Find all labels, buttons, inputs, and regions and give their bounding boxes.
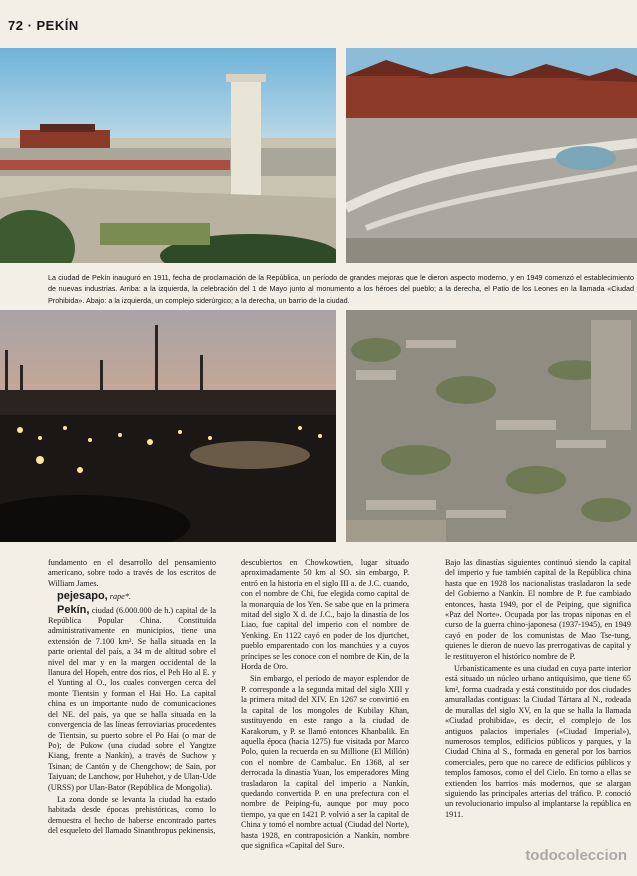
page-header: 72 · PEKÍN: [8, 18, 79, 33]
column1-paragraph-1: fundamento en el desarrollo del pensamiento americano, sobre todo a través de los escritos de William James.: [48, 558, 216, 588]
entry-pejesapo-title: pejesapo,: [57, 590, 108, 603]
photo-caption: La ciudad de Pekín inauguró en 1911, fecha de proclamación de la República, un período de grandes mejoras que le dieron aspecto moderno, y en 1949 comenzó el establecimiento de nuevas industrias. Arriba: a la izquierda, la celebración del 1 de Mayo junto al monumento a los héroes del pueblo; a la derecha, el Patio de los Leones en la llamada «Ciudad Prohibida». Abajo: a la izquierda, un complejo siderúrgico; a la derecha, un barrio de la ciudad.: [48, 273, 634, 305]
entry-pekin-title: Pekín,: [57, 603, 90, 616]
photo-forbidden-city: [346, 48, 637, 263]
watermark: todocoleccion: [525, 847, 627, 864]
column3-paragraph-1: Bajo las dinastías siguientes continuó siendo la capital del imperio y fue también capital de la República china hasta que en 1928 los nacionalistas trasladaron la sede del Gobierno a Nankín. El nombre de P. fue cambiado entonces, hasta 1949, por el de Peiping, que significa «Paz del Norte». Ocupada por las tropas niponas en el curso de la guerra chino-japonesa (1937-1945), en 1949 cayó en poder de los comunistas de Mao Tse-tung, quienes le dieron de nuevo las prerrogativas de capital y le restituyeron el histórico nombre de P.: [445, 558, 631, 661]
entry-pekin: [48, 605, 216, 793]
photo-city-district: [346, 310, 637, 542]
text-column-1: [48, 558, 216, 839]
column2-paragraph-1: descubiertos en Chowkowtien, lugar situado aproximadamente 50 km al SO. sin embargo, P. entró en la historia en el siglo III a. de J.C. cuando, con el nombre de Chi, fue elegida como capital de la monarquía de los Yen. Se sabe que en la primera mitad del siglo X d. de J.C., bajo la dinastía de los Liao, fue capital del imperio con el nombre de Yenking. En 1122 cayó en poder de los djurtchet, pueblo emparentado con los manchúes y a cuyos príncipes se les conoce con el nombre de Kin, de la Horda de Oro.: [241, 558, 410, 672]
photo-monument-celebration: [0, 48, 336, 263]
text-column-2: [241, 558, 409, 853]
photo-steel-complex: [0, 310, 336, 542]
entry-pejesapo-note: rape*.: [109, 592, 131, 602]
column1-paragraph-3: La zona donde se levanta la ciudad ha estado habitada desde épocas prehistóricas, como lo demuestra el hecho de haberse encontrado partes del esqueleto del llamado Sinanthropus pekinensis,: [48, 794, 216, 836]
text-column-3: [445, 558, 631, 822]
column3-paragraph-2: Urbanísticamente es una ciudad en cuya parte interior está situado un núcleo urbano antiquísimo, que tiene 65 km², forma cuadrada y está constituido por dos ciudades amuralladas contiguas: la Ciudad Tártara al N., rodeada de murallas del siglo XV, en la que se halla la llamada «Ciudad prohibida», es decir, el complejo de los antiguos palacios imperiales («Ciudad Imperial»), numerosos templos, edificios públicos y parques, y la Ciudad China al S., formada en general por los barrios comerciales, pero que no carece de edificios públicos y templos famosos, como el del Cielo. En torno a ellas se extienden los barrios más modernos, que se alargan siguiendo las principales arterias del tráfico. P. conoció un revolucionario impulso al implantarse la república en 1911.: [445, 664, 631, 819]
entry-pejesapo: [48, 591, 216, 602]
column2-paragraph-2: Sin embargo, el período de mayor esplendor de P. corresponde a la segunda mitad del siglo XIII y la primera mitad del XIV. En 1267 se convirtió en la capital de los mongoles de Kubilay Khan, sustituyendo en este rango a la ciudad de Karakorum, y P. se llamó entonces Khanbalik. En aquella época (hacia 1275) fue visitada por Marco Polo, quien la recuerda en su Millione (El Millón) con el nombre de Cambaluc. En 1368, al ser derrocada la dinastía Yuan, los emperadores Ming trasladaron la capital del imperio a Nankín, quedando convertida P. en una prefectura con el nombre de Peiping-fu, aunque por muy poco tiempo, ya que en 1421 P. volvió a ser la capital de China y tomó el nombre actual (Ciudad del Norte), hasta 1928, en contraposición a Nankín, nombre que significa «Capital del Sur».: [241, 674, 409, 850]
entry-pekin-text: ciudad (6.000.000 de h.) capital de la República Popular China. Constituida administrativamente en municipios, tiene una extensión de 7.100 km². Se halla situada en la parte oriental del país, a 34 m de altitud sobre el nivel del mar y en la margen occidental de la llanura del Hopeh, entre dos ríos, el Peh Ho al E. y el Yunting al O., los cuales convergen cerca del monte Tientsin y forman el Hai Ho. La capital china es un importante nudo de comunicaciones del NE. del país, ya que se halla situada en la convergencia de las líneas ferroviarias procedentes de Tientsin, su puerto sobre el Po Hai (o mar de Po); de Pukow (una ciudad sobre el Yangtze Kiang, frente a Nankín), a través de Suchow y Tsinan; de Cantón y de Chengchow; de Sain, por Taiyuan; de Lanchow, por Huhehot, y de Ulan-Ude (URSS) por Ulan-Bator (República de Mongolia).: [48, 605, 216, 792]
